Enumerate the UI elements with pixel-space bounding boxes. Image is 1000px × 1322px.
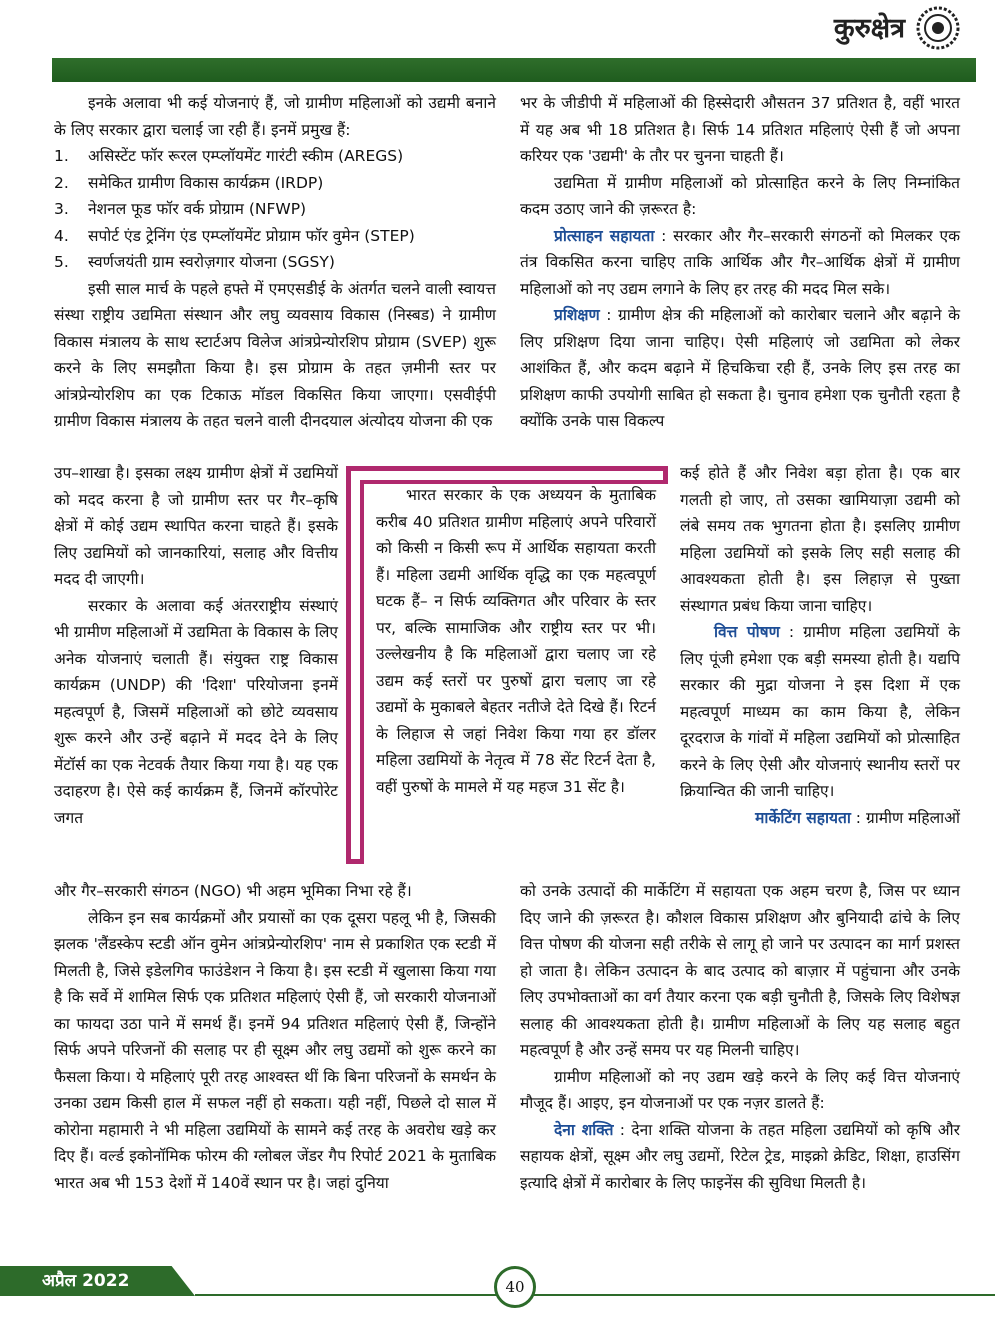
- highlight-box-text: भारत सरकार के एक अध्ययन के मुताबिक करीब 40 प्रतिशत ग्रामीण महिलाएं अपने परिवारों को किसी न किसी रूप में आर्थिक सहायता करती हैं। महिला उद्यमी आर्थिक वृद्धि का एक महत्वपूर्ण घटक हैं– न सिर्फ व्यक्तिगत और परिवार के स्तर पर, बल्कि सामाजिक और राष्ट्रीय स्तर पर भी। उल्लेखनीय है कि महिलाओं द्वारा चलाए जा रहे उद्यम कई स्तरों पर पुरुषों द्वारा चलाए जा रहे उद्यमों के मुकाबले बेहतर नतीजे देते दिखे हैं। रिटर्न के लिहाज से जहां निवेश किया गया हर डॉलर महिला उद्यमियों के नेतृत्व में 78 सेंट रिटर्न देता है, वहीं पुरुषों के मामले में यह महज 31 सेंट है।: [376, 486, 656, 796]
- list-text: सपोर्ट एंड ट्रेनिंग एंड एम्प्लॉयमेंट प्रोग्राम फॉर वुमेन (STEP): [88, 226, 415, 245]
- marketing-paragraph-cont: को उनके उत्पादों की मार्केटिंग में सहायता एक अहम चरण है, जिस पर ध्यान दिए जाने की ज़रूरत है। कौशल विकास प्रशिक्षण और बुनियादी ढांचे के लिए वित्त पोषण की योजना सही तरीके से लागू हो जाने पर उत्पादन का मार्ग प्रशस्त हो जाता है। लेकिन उत्पादन के बाद उत्पाद को बाज़ार में पहुंचाना और उनके लिए उपभोक्ताओं का वर्ग तैयार करना एक बड़ी चुनौती है, जिसके लिए विशेषज्ञ सलाह की आवश्यकता होती है। ग्रामीण महिलाओं के लिए यह सलाह बहुत महत्वपूर्ण है और उन्हें समय पर यह मिलनी चाहिए।: [520, 882, 960, 1059]
- right-column-top: [520, 90, 960, 435]
- svep-paragraph: इसी साल मार्च के पहले हफ्ते में एमएसडीई के अंतर्गत चलने वाली स्वायत्त संस्था राष्ट्रीय उद्यमिता संस्थान और लघु व्यवसाय विकास (निस्बड) ने ग्रामीण विकास मंत्रालय के साथ स्टार्टअप विलेज आंत्रप्रेन्योरशिप प्रोग्राम (SVEP) शुरू करने के लिए समझौता किया है। इस प्रोग्राम के तहत ज़मीनी स्तर पर आंत्रप्रेन्योरशिप का एक टिकाऊ मॉडल विकसित किया जाएगा। एसवीईपी ग्रामीण विकास मंत्रालय के तहत चलने वाली दीनदयाल अंत्योदय योजना की एक: [54, 279, 496, 430]
- finance-text: : ग्रामीण महिला उद्यमियों के लिए पूंजी हमेशा एक बड़ी समस्या होती है। यद्यपि सरकार की मुद्रा योजना ने इस दिशा में एक महत्वपूर्ण माध्यम का काम किया है, लेकिन दूरदराज के गांवों में महिला उद्यमियों को प्रोत्साहित करने के लिए ऐसी और योजनाएं स्थानीय स्तरों पर क्रियान्वित की जानी चाहिए।: [680, 623, 960, 800]
- right-column-middle: [680, 460, 960, 831]
- list-item: [54, 249, 496, 276]
- page-number: 40: [494, 1266, 536, 1308]
- left-column-top: [54, 90, 496, 435]
- scheme-list: [54, 143, 496, 276]
- issue-date: अप्रैल 2022: [42, 1271, 130, 1291]
- training-paragraph: [520, 302, 960, 435]
- finance-paragraph: [680, 619, 960, 805]
- dena-shakti-paragraph: [520, 1117, 960, 1197]
- header-bar: [52, 58, 976, 82]
- magazine-emblem-icon: [916, 6, 960, 50]
- marketing-text: : ग्रामीण महिलाओं: [855, 808, 960, 827]
- gdp-paragraph: भर के जीडीपी में महिलाओं की हिस्सेदारी औसतन 37 प्रतिशत है, वहीं भारत में यह अब भी 18 प्रतिशत है। सिर्फ 14 प्रतिशत महिलाएं ऐसी हैं जो अपना करियर एक 'उद्यमी' के तौर पर चुनना चाहती हैं।: [520, 94, 960, 165]
- marketing-paragraph: [680, 805, 960, 832]
- training-paragraph-cont: कई होते हैं और निवेश बड़ा होता है। एक बार गलती हो जाए, तो उसका खामियाज़ा उद्यमी को लंबे समय तक भुगतना होता है। इसलिए ग्रामीण महिला उद्यमियों को इसके लिए सही सलाह की आवश्यकता होती है। इस लिहाज़ से पुख्ता संस्थागत प्रबंध किया जाना चाहिए।: [680, 464, 960, 615]
- list-text: नेशनल फूड फॉर वर्क प्रोग्राम (NFWP): [88, 200, 307, 218]
- dena-shakti-heading: देना शक्ति: [554, 1120, 614, 1139]
- list-number: 4.: [54, 226, 69, 245]
- training-heading: प्रशिक्षण: [554, 306, 600, 324]
- list-text: समेकित ग्रामीण विकास कार्यक्रम (IRDP): [88, 173, 324, 192]
- list-item: [54, 196, 496, 223]
- list-text: स्वर्णजयंती ग्राम स्वरोज़गार योजना (SGSY): [88, 253, 335, 271]
- steps-paragraph: उद्यमिता में ग्रामीण महिलाओं को प्रोत्साहित करने के लिए निम्नांकित कदम उठाए जाने की ज़रूरत है:: [520, 173, 960, 218]
- international-paragraph: सरकार के अलावा कई अंतरराष्ट्रीय संस्थाएं भी ग्रामीण महिलाओं में उद्यमिता के विकास के लिए अनेक योजनाएं चलाती हैं। संयुक्त राष्ट्र विकास कार्यक्रम (UNDP) की 'दिशा' परियोजना इनमें महत्वपूर्ण है, जिसमें महिलाओं को छोटे व्यवसाय शुरू करने और उन्हें बढ़ाने में मदद देने के लिए मेंटॉर्स का एक नेटवर्क तैयार किया गया है। यह एक उदाहरण है। ऐसे कई कार्यक्रम हैं, जिनमें कॉरपोरेट जगत: [54, 596, 338, 827]
- list-item: [54, 223, 496, 250]
- list-item: [54, 170, 496, 197]
- schemes-intro-paragraph: ग्रामीण महिलाओं को नए उद्यम खड़े करने के लिए कई वित्त योजनाएं मौजूद हैं। आइए, इन योजनाओं पर एक नज़र डालते हैं:: [520, 1067, 960, 1112]
- left-column-bottom: [54, 878, 496, 1196]
- finance-heading: वित्त पोषण: [714, 623, 780, 641]
- list-item: [54, 143, 496, 170]
- list-text: असिस्टेंट फॉर रूरल एम्प्लॉयमेंट गारंटी स्कीम (AREGS): [88, 147, 404, 165]
- intro-paragraph: इनके अलावा भी कई योजनाएं हैं, जो ग्रामीण महिलाओं को उद्यमी बनाने के लिए सरकार द्वारा चलाई जा रही हैं। इनमें प्रमुख हैं:: [54, 94, 496, 139]
- incentive-paragraph: [520, 223, 960, 303]
- right-column-bottom: [520, 878, 960, 1196]
- svep-paragraph-cont: उप–शाखा है। इसका लक्ष्य ग्रामीण क्षेत्रों में उद्यमियों को मदद करना है जो ग्रामीण स्तर पर गैर–कृषि क्षेत्रों में कोई उद्यम स्थापित करना चाहते हैं। इसके लिए उद्यमियों को जानकारियां, सलाह और वित्तीय मदद दी जाएगी।: [54, 464, 338, 588]
- list-number: 1.: [54, 147, 69, 165]
- training-text: : ग्रामीण क्षेत्र की महिलाओं को कारोबार चलाने और बढ़ाने के लिए प्रशिक्षण दिया जाना चाहिए। ऐसी महिलाएं जो उद्यमिता को लेकर आशंकित हैं, और कदम बढ़ाने में हिचकिचा रही हैं, उनके लिए इस तरह का प्रशिक्षण काफी उपयोगी साबित हो सकता है। चुनाव हमेशा एक चुनौती रहता है क्योंकि उनके पास विकल्प: [520, 306, 960, 430]
- list-number: 5.: [54, 253, 69, 271]
- magazine-name: कुरुक्षेत्र: [833, 13, 905, 44]
- incentive-text: : सरकार और गैर–सरकारी संगठनों को मिलकर एक तंत्र विकसित करना चाहिए ताकि आर्थिक और गैर–आर्थिक क्षेत्रों में ग्रामीण महिलाओं को नए उद्यम लगाने के लिए हर तरह की मदद मिल सके।: [520, 226, 960, 298]
- international-paragraph-end: और गैर–सरकारी संगठन (NGO) भी अहम भूमिका निभा रहे हैं।: [54, 882, 412, 900]
- incentive-heading: प्रोत्साहन सहायता: [554, 226, 655, 245]
- list-number: 3.: [54, 200, 69, 218]
- study-paragraph: लेकिन इन सब कार्यक्रमों और प्रयासों का एक दूसरा पहलू भी है, जिसकी झलक 'लैंडस्केप स्टडी ऑन वुमेन आंत्रप्रेन्योरशिप' नाम से प्रकाशित एक स्टडी में मिलती है, जिसे इडेलगिव फाउंडेशन ने किया है। इस स्टडी में खुलासा किया गया है कि सर्वे में शामिल सिर्फ एक प्रतिशत महिलाएं ऐसी हैं, जो सरकारी योजनाओं का फायदा उठा पाने में समर्थ हैं। इनमें 94 प्रतिशत महिलाएं ऐसी हैं, जिन्होंने सिर्फ अपने परिजनों की सलाह पर ही सूक्ष्म और लघु उद्यमों को शुरू करने का फैसला किया। ये महिलाएं पूरी तरह आश्वस्त थीं कि बिना परिजनों के समर्थन के उनका उद्यम किसी हाल में सफल नहीं हो सकता। यही नहीं, पिछले दो साल में कोरोना महामारी ने भी महिला उद्यमियों के सामने कई तरह के अवरोध खड़े कर दिए हैं। वर्ल्ड इकोनॉमिक फोरम की ग्लोबल जेंडर गैप रिपोर्ट 2021 के मुताबिक भारत अब भी 153 देशों में 140वें स्थान पर है। जहां दुनिया: [54, 908, 496, 1192]
- footer-line: [195, 1294, 995, 1296]
- marketing-heading: मार्केटिंग सहायता: [755, 808, 851, 827]
- dena-shakti-text: : देना शक्ति योजना के तहत महिला उद्यमियों को कृषि और सहायक क्षेत्रों, सूक्ष्म और लघु उद्यमों, रिटेल ट्रेड, माइक्रो क्रेडिट, शिक्षा, हाउसिंग इत्यादि क्षेत्रों में कारोबार के लिए फाइनेंस की सुविधा मिलती है।: [520, 1120, 960, 1192]
- list-number: 2.: [54, 173, 69, 192]
- left-column-middle: [54, 460, 338, 831]
